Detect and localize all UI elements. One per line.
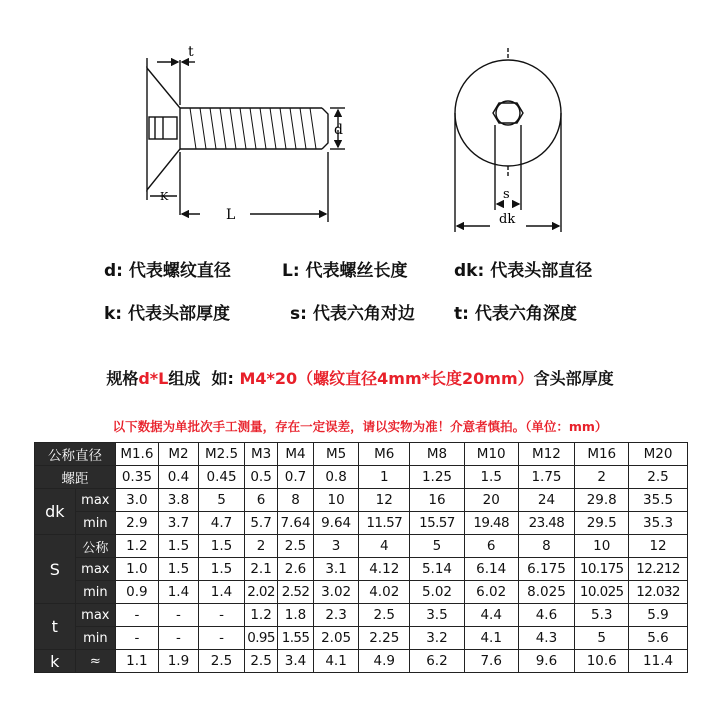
table-cell: 3.1 <box>313 558 359 581</box>
subheader-min: min <box>75 581 116 604</box>
table-cell: 1.55 <box>278 627 313 650</box>
header-t: t <box>35 604 76 650</box>
table-cell: 4.6 <box>518 604 575 627</box>
table-cell: 10.175 <box>575 558 629 581</box>
table-cell: 2.5 <box>278 535 313 558</box>
table-cell: 2.25 <box>359 627 410 650</box>
legend-s: s: 代表六角对边 <box>290 304 415 324</box>
table-cell: 1.2 <box>244 604 277 627</box>
table-cell: - <box>199 604 245 627</box>
table-cell: 1.25 <box>410 466 465 489</box>
table-cell: 6.175 <box>518 558 575 581</box>
table-cell: 2.9 <box>116 512 159 535</box>
table-cell: 1.4 <box>158 581 199 604</box>
table-cell: 35.3 <box>629 512 688 535</box>
table-cell: 5 <box>199 489 245 512</box>
table-cell: 2 <box>244 535 277 558</box>
table-cell: 1.5 <box>158 558 199 581</box>
table-cell: 4.12 <box>359 558 410 581</box>
table-cell: 0.5 <box>244 466 277 489</box>
table-cell: 6 <box>244 489 277 512</box>
subheader-approx: ≈ <box>75 650 116 673</box>
table-cell: 29.8 <box>575 489 629 512</box>
table-cell: 12.032 <box>629 581 688 604</box>
table-row-s-nominal <box>35 535 688 558</box>
table-row-k <box>35 650 688 673</box>
table-cell: 0.7 <box>278 466 313 489</box>
table-cell: 2.05 <box>313 627 359 650</box>
table-row-s-max <box>35 558 688 581</box>
table-cell: 12.212 <box>629 558 688 581</box>
size-cell: M1.6 <box>116 443 159 466</box>
table-cell: 2.3 <box>313 604 359 627</box>
table-cell: 4.7 <box>199 512 245 535</box>
table-cell: 0.9 <box>116 581 159 604</box>
size-cell: M12 <box>518 443 575 466</box>
subheader-min: min <box>75 627 116 650</box>
label-k: K <box>160 190 169 203</box>
table-cell: - <box>158 627 199 650</box>
screw-technical-drawing <box>0 0 720 240</box>
spec-mid: 组成 如: <box>168 369 240 388</box>
table-cell: - <box>116 627 159 650</box>
table-cell: 24 <box>518 489 575 512</box>
table-cell: 11.57 <box>359 512 410 535</box>
table-cell: 2.02 <box>244 581 277 604</box>
header-s: S <box>35 535 76 604</box>
table-cell: 1.9 <box>158 650 199 673</box>
header-nominal-diameter: 公称直径 <box>35 443 116 466</box>
header-k: k <box>35 650 76 673</box>
table-cell: 4.1 <box>464 627 518 650</box>
table-cell: 3.4 <box>278 650 313 673</box>
size-table <box>34 442 688 673</box>
table-cell: 5.3 <box>575 604 629 627</box>
table-cell: 3.0 <box>116 489 159 512</box>
table-row-size <box>35 443 688 466</box>
table-cell: 10.025 <box>575 581 629 604</box>
table-cell: 12 <box>359 489 410 512</box>
table-cell: 4.9 <box>359 650 410 673</box>
spec-suffix: 含头部厚度 <box>533 369 614 388</box>
table-cell: 5 <box>575 627 629 650</box>
subheader-max: max <box>75 558 116 581</box>
table-cell: 1.4 <box>199 581 245 604</box>
header-pitch: 螺距 <box>35 466 116 489</box>
size-cell: M16 <box>575 443 629 466</box>
screw-top-view <box>455 48 561 232</box>
table-cell: 16 <box>410 489 465 512</box>
subheader-min: min <box>75 512 116 535</box>
table-cell: 35.5 <box>629 489 688 512</box>
table-cell: 1.5 <box>464 466 518 489</box>
table-cell: 9.64 <box>313 512 359 535</box>
measurement-note: 以下数据为单批次手工测量，存在一定误差，请以实物为准！介意者慎拍。（单位：mm） <box>112 419 608 434</box>
table-cell: 5.7 <box>244 512 277 535</box>
table-cell: 2.52 <box>278 581 313 604</box>
label-t: t <box>188 44 194 60</box>
table-cell: - <box>116 604 159 627</box>
screw-side-view <box>147 58 345 222</box>
subheader-max: max <box>75 604 116 627</box>
table-cell: 0.95 <box>244 627 277 650</box>
size-cell: M6 <box>359 443 410 466</box>
size-cell: M2 <box>158 443 199 466</box>
table-cell: 2.5 <box>359 604 410 627</box>
spec-prefix: 规格 <box>106 369 139 388</box>
table-cell: 1.2 <box>116 535 159 558</box>
table-cell: 8 <box>278 489 313 512</box>
table-cell: 0.45 <box>199 466 245 489</box>
table-cell: 0.4 <box>158 466 199 489</box>
table-cell: 2 <box>575 466 629 489</box>
table-cell: 5.14 <box>410 558 465 581</box>
table-cell: 7.64 <box>278 512 313 535</box>
table-cell: 2.5 <box>629 466 688 489</box>
table-cell: 6.2 <box>410 650 465 673</box>
spec-line <box>0 366 720 389</box>
legend-d: d: 代表螺纹直径 <box>104 261 231 281</box>
table-cell: 19.48 <box>464 512 518 535</box>
size-cell: M10 <box>464 443 518 466</box>
table-cell: 10 <box>575 535 629 558</box>
table-cell: 4.4 <box>464 604 518 627</box>
table-cell: 1.8 <box>278 604 313 627</box>
table-cell: 0.35 <box>116 466 159 489</box>
table-cell: 1 <box>359 466 410 489</box>
table-cell: 3.8 <box>158 489 199 512</box>
table-cell: 8.025 <box>518 581 575 604</box>
table-cell: 2.1 <box>244 558 277 581</box>
table-row-t-max <box>35 604 688 627</box>
table-cell: 4.02 <box>359 581 410 604</box>
table-cell: 5 <box>410 535 465 558</box>
header-dk: dk <box>35 489 76 535</box>
table-cell: 1.5 <box>158 535 199 558</box>
table-cell: 10 <box>313 489 359 512</box>
legend-t: t: 代表六角深度 <box>454 304 577 324</box>
subheader-max: max <box>75 489 116 512</box>
table-cell: 4.3 <box>518 627 575 650</box>
table-cell: 6.14 <box>464 558 518 581</box>
legend-L: L: 代表螺丝长度 <box>282 261 408 281</box>
size-cell: M20 <box>629 443 688 466</box>
table-cell: 5.6 <box>629 627 688 650</box>
table-cell: 10.6 <box>575 650 629 673</box>
table-cell: 2.5 <box>199 650 245 673</box>
table-row-dk-min <box>35 512 688 535</box>
table-row-pitch <box>35 466 688 489</box>
table-cell: 3 <box>313 535 359 558</box>
table-cell: - <box>158 604 199 627</box>
size-cell: M3 <box>244 443 277 466</box>
table-cell: 1.5 <box>199 558 245 581</box>
table-cell: 23.48 <box>518 512 575 535</box>
table-cell: 6.02 <box>464 581 518 604</box>
legend-k: k: 代表头部厚度 <box>104 304 231 324</box>
table-cell: 4 <box>359 535 410 558</box>
table-cell: 9.6 <box>518 650 575 673</box>
table-cell: - <box>199 627 245 650</box>
table-cell: 0.8 <box>313 466 359 489</box>
label-dk: dk <box>499 212 516 227</box>
table-cell: 29.5 <box>575 512 629 535</box>
table-cell: 3.7 <box>158 512 199 535</box>
spec-formula: d*L <box>138 369 169 388</box>
label-s: s <box>503 187 510 202</box>
table-cell: 2.6 <box>278 558 313 581</box>
table-cell: 5.9 <box>629 604 688 627</box>
table-row-s-min <box>35 581 688 604</box>
label-d: d <box>334 122 343 138</box>
label-L: L <box>226 207 236 223</box>
table-cell: 4.1 <box>313 650 359 673</box>
table-cell: 11.4 <box>629 650 688 673</box>
table-cell: 3.2 <box>410 627 465 650</box>
table-cell: 6 <box>464 535 518 558</box>
table-cell: 5.02 <box>410 581 465 604</box>
table-row-dk-max <box>35 489 688 512</box>
table-cell: 1.1 <box>116 650 159 673</box>
size-cell: M4 <box>278 443 313 466</box>
table-row-t-min <box>35 627 688 650</box>
table-cell: 3.02 <box>313 581 359 604</box>
table-cell: 8 <box>518 535 575 558</box>
size-cell: M5 <box>313 443 359 466</box>
size-cell: M8 <box>410 443 465 466</box>
subheader-nominal: 公称 <box>75 535 116 558</box>
table-cell: 2.5 <box>244 650 277 673</box>
table-cell: 12 <box>629 535 688 558</box>
table-cell: 7.6 <box>464 650 518 673</box>
size-cell: M2.5 <box>199 443 245 466</box>
table-cell: 1.75 <box>518 466 575 489</box>
spec-example: M4*20（螺纹直径4mm*长度20mm） <box>239 369 534 388</box>
table-cell: 1.5 <box>199 535 245 558</box>
legend-dk: dk: 代表头部直径 <box>454 261 593 281</box>
table-cell: 15.57 <box>410 512 465 535</box>
table-cell: 20 <box>464 489 518 512</box>
table-cell: 3.5 <box>410 604 465 627</box>
table-cell: 1.0 <box>116 558 159 581</box>
